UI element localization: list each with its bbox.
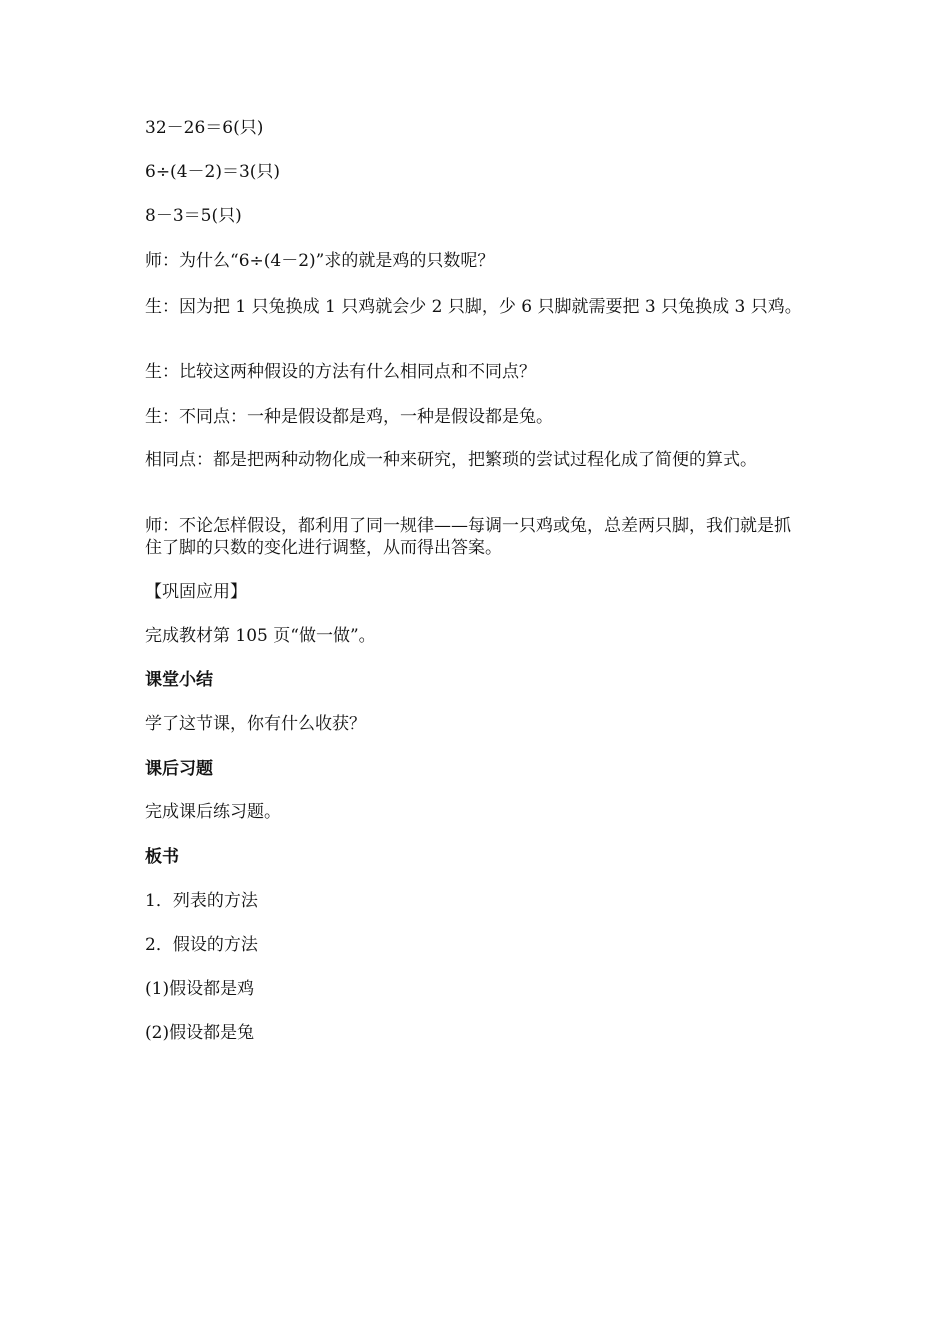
board-item: 2．假设的方法 [145,935,258,955]
section-heading-board: 板书 [145,847,179,867]
paragraph: 完成教材第 105 页“做一做”。 [145,626,376,646]
board-item: (1)假设都是鸡 [145,979,255,999]
board-item: (2)假设都是兔 [145,1023,255,1043]
section-label: 【巩固应用】 [145,582,247,602]
equation-line: 32－26＝6(只) [145,118,264,138]
section-heading-summary: 课堂小结 [145,670,213,690]
paragraph: 相同点：都是把两种动物化成一种来研究，把繁琐的尝试过程化成了简便的算式。 [145,450,757,470]
section-heading-homework: 课后习题 [145,759,213,779]
document-page [145,0,805,1344]
equation-line: 8－3＝5(只) [145,206,242,226]
student-question: 生：比较这两种假设的方法有什么相同点和不同点？ [145,362,536,382]
teacher-remark: 师：不论怎样假设，都利用了同一规律——每调一只鸡或兔，总差两只脚，我们就是抓住了脚的只数的变化进行调整，从而得出答案。 [145,516,791,558]
board-item: 1．列表的方法 [145,891,258,911]
student-answer: 生：因为把 1 只兔换成 1 只鸡就会少 2 只脚，少 6 只脚就需要把 3 只兔换成 3 只鸡。 [145,297,802,317]
equation-line: 6÷(4－2)＝3(只) [145,162,281,182]
summary-text: 学了这节课，你有什么收获？ [145,714,366,734]
student-answer: 生：不同点：一种是假设都是鸡，一种是假设都是兔。 [145,407,553,427]
teacher-question: 师：为什么“6÷(4－2)”求的就是鸡的只数呢？ [145,251,495,271]
homework-text: 完成课后练习题。 [145,802,281,822]
